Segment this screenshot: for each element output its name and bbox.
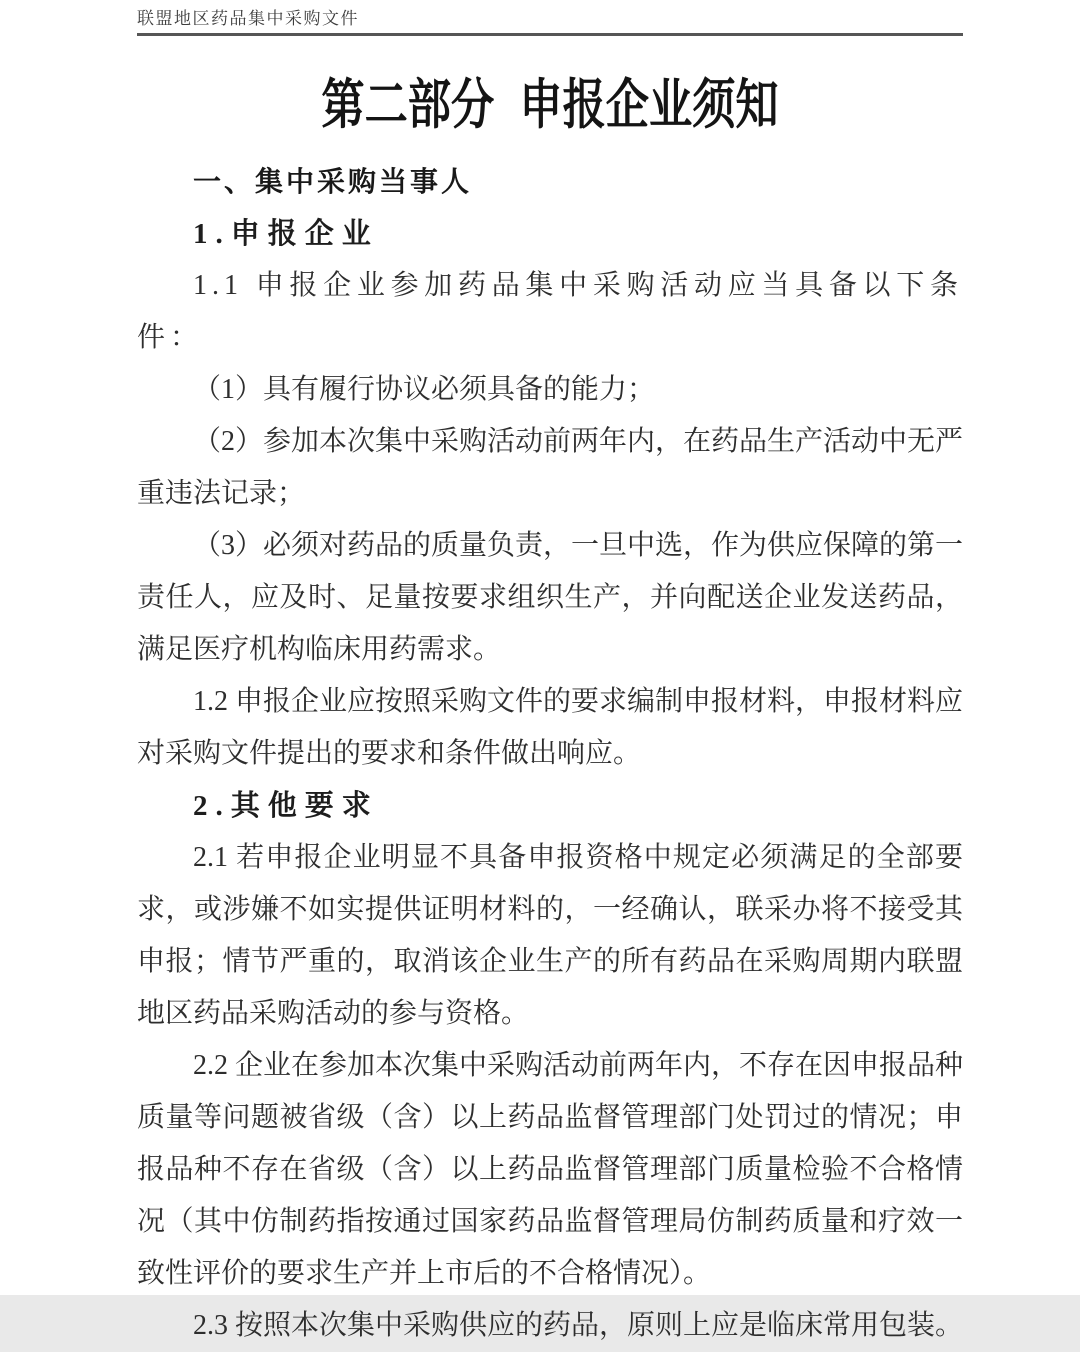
page-header bbox=[137, 8, 963, 36]
document-body bbox=[137, 156, 963, 1352]
paragraph-2-1: 2.1 若申报企业明显不具备申报资格中规定必须满足的全部要求，或涉嫌不如实提供证明材料的，一经确认，联采办将不接受其申报；情节严重的，取消该企业生产的所有药品在采购周期内联盟地区药品采购活动的参与资格。 bbox=[137, 842, 963, 1029]
paragraph-2-3: 2.3 按照本次集中采购供应的药品，原则上应是临床常用包装。 bbox=[193, 1310, 964, 1341]
header-divider bbox=[137, 33, 963, 36]
paragraph-1-2: 1.2 申报企业应按照采购文件的要求编制申报材料，申报材料应对采购文件提出的要求和条件做出响应。 bbox=[137, 686, 964, 769]
paragraph-condition-3: （3）必须对药品的质量负责，一旦中选，作为供应保障的第一责任人，应及时、足量按要求组织生产，并向配送企业发送药品，满足医疗机构临床用药需求。 bbox=[137, 530, 964, 665]
paragraph-2-2: 2.2 企业在参加本次集中采购活动前两年内，不存在因申报品种质量等问题被省级（含）以上药品监督管理部门处罚过的情况；申报品种不存在省级（含）以上药品监督管理部门质量检验不合格情况（其中仿制药指按通过国家药品监督管理局仿制药质量和疗效一致性评价的要求生产并上市后的不合格情况）。 bbox=[137, 1050, 964, 1289]
heading-procurement-parties: 一、集中采购当事人 bbox=[193, 166, 473, 197]
heading-declaring-enterprise: 1.申报企业 bbox=[193, 218, 379, 250]
page-header-title: 联盟地区药品集中采购文件 bbox=[137, 9, 359, 28]
paragraph-1-1: 1.1 申报企业参加药品集中采购活动应当具备以下条件： bbox=[137, 270, 963, 353]
document-title: 第二部分 申报企业须知 bbox=[321, 75, 779, 135]
heading-other-requirements: 2.其他要求 bbox=[193, 790, 379, 822]
paragraph-condition-1: （1）具有履行协议必须具备的能力； bbox=[193, 374, 656, 405]
paragraph-condition-2: （2）参加本次集中采购活动前两年内，在药品生产活动中无严重违法记录； bbox=[137, 426, 964, 509]
